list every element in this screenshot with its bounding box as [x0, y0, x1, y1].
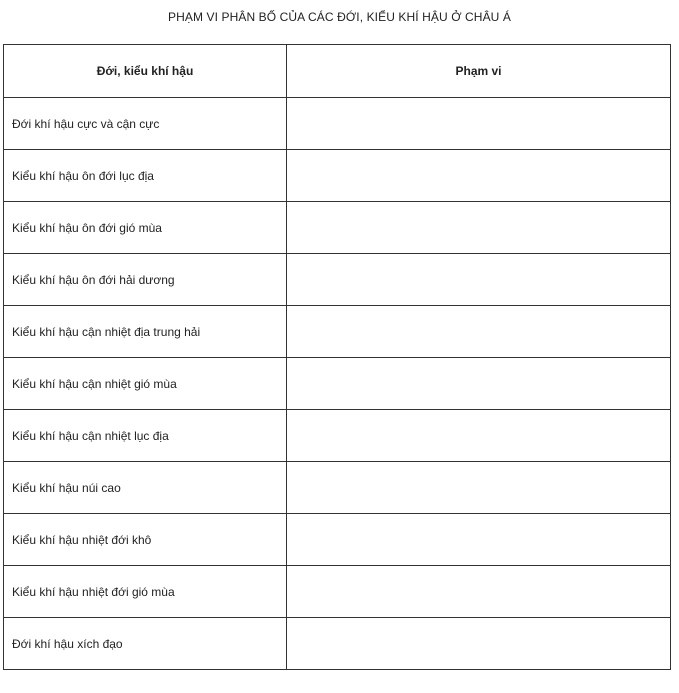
table-row [4, 358, 671, 410]
zone-cell: Kiểu khí hậu cận nhiệt gió mùa [4, 358, 287, 410]
range-cell [287, 254, 671, 306]
zone-cell: Kiểu khí hậu nhiệt đới gió mùa [4, 566, 287, 618]
table-row [4, 98, 671, 150]
header-zone: Đới, kiểu khí hậu [4, 45, 287, 98]
range-cell [287, 462, 671, 514]
range-cell [287, 618, 671, 670]
range-cell [287, 98, 671, 150]
table-row [4, 410, 671, 462]
zone-cell: Kiểu khí hậu ôn đới hải dương [4, 254, 287, 306]
table-row [4, 514, 671, 566]
zone-cell: Kiểu khí hậu cận nhiệt địa trung hải [4, 306, 287, 358]
zone-cell: Kiểu khí hậu núi cao [4, 462, 287, 514]
table-row [4, 618, 671, 670]
zone-cell: Kiểu khí hậu nhiệt đới khô [4, 514, 287, 566]
header-range: Phạm vi [287, 45, 671, 98]
zone-cell: Kiểu khí hậu cận nhiệt lục địa [4, 410, 287, 462]
range-cell [287, 358, 671, 410]
range-cell [287, 202, 671, 254]
range-cell [287, 566, 671, 618]
zone-cell: Đới khí hậu cực và cận cực [4, 98, 287, 150]
table-row [4, 150, 671, 202]
table-row [4, 566, 671, 618]
climate-table [3, 44, 671, 670]
zone-cell: Đới khí hậu xích đạo [4, 618, 287, 670]
table-row [4, 306, 671, 358]
range-cell [287, 306, 671, 358]
table-row [4, 254, 671, 306]
table-row [4, 462, 671, 514]
page-title: PHẠM VI PHÂN BỐ CỦA CÁC ĐỚI, KIỂU KHÍ HẬU Ở CHÂU Á [168, 10, 511, 24]
range-cell [287, 150, 671, 202]
zone-cell: Kiểu khí hậu ôn đới lục địa [4, 150, 287, 202]
zone-cell: Kiểu khí hậu ôn đới gió mùa [4, 202, 287, 254]
table-header-row [4, 45, 671, 98]
range-cell [287, 410, 671, 462]
table-row [4, 202, 671, 254]
range-cell [287, 514, 671, 566]
